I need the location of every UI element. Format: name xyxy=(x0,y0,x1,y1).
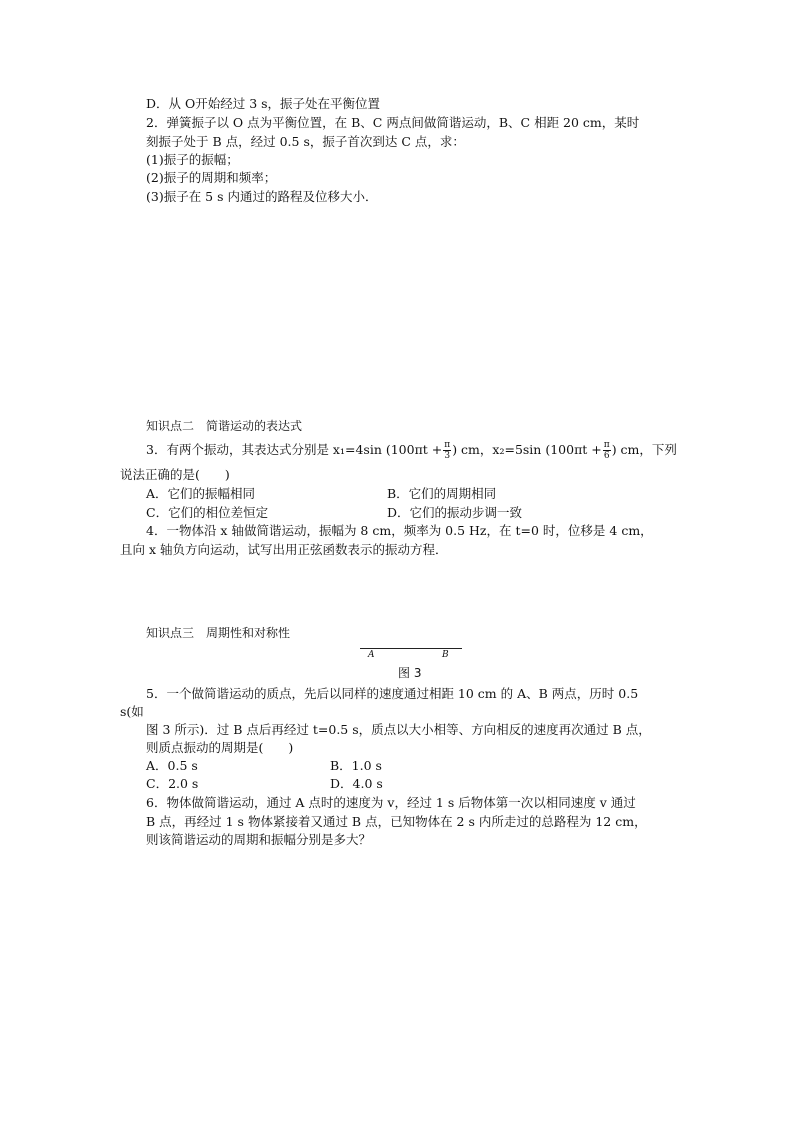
question-4-line-2: 且向 x 轴负方向运动，试写出用正弦函数表示的振动方程． xyxy=(120,542,448,557)
question-6-line-3: 则该简谐运动的周期和振幅分别是多大？ xyxy=(146,832,372,847)
q3-fraction-2-den: 6 xyxy=(603,451,610,461)
q5-option-d: D．4.0 s xyxy=(330,776,383,791)
question-6-line-2: B 点，再经过 1 s 物体紧接着又通过 B 点，已知物体在 2 s 内所走过的总路程为 12 cm， xyxy=(146,814,647,829)
q3-option-d: D．它们的振动步调一致 xyxy=(387,505,523,520)
question-3-line-1 xyxy=(146,438,677,462)
q3-fraction-1 xyxy=(443,440,451,461)
section-2-heading: 知识点二 简谐运动的表达式 xyxy=(146,419,303,433)
question-2-line-2: 刻振子处于 B 点，经过 0.5 s，振子首次到达 C 点，求： xyxy=(146,134,465,149)
q3-option-c: C．它们的相位差恒定 xyxy=(146,505,269,520)
question-2-sub-2: (2)振子的周期和频率； xyxy=(146,170,277,185)
question-4-line-1: 4．一物体沿 x 轴做简谐运动，振幅为 8 cm，频率为 0.5 Hz，在 t=0 时，位移是 4 cm， xyxy=(146,523,653,538)
figure-3-diagram xyxy=(360,644,464,664)
question-2-line-1: 2．弹簧振子以 O 点为平衡位置，在 B、C 两点间做简谐运动，B、C 相距 20 cm，某时 xyxy=(146,115,640,130)
q5-option-a: A．0.5 s xyxy=(146,758,198,773)
question-5-line-1: 5．一个做简谐运动的质点，先后以同样的速度通过相距 10 cm 的 A、B 两点，历时 0.5 xyxy=(146,686,639,701)
question-5-line-2: s(如 xyxy=(120,704,144,719)
question-3-line-2: 说法正确的是( ) xyxy=(120,467,230,482)
figure-3-caption: 图 3 xyxy=(398,666,422,680)
q3-option-a: A．它们的振幅相同 xyxy=(146,486,256,501)
question-6-line-1: 6．物体做简谐运动，通过 A 点时的速度为 v，经过 1 s 后物体第一次以相同速度 v 通过 xyxy=(146,795,636,810)
question-2-sub-3: (3)振子在 5 s 内通过的路程及位移大小． xyxy=(146,189,378,204)
q3-text-pre: 3．有两个振动，其表达式分别是 x₁=4sin (100πt + xyxy=(146,442,443,457)
option-d-q1: D．从 O开始经过 3 s，振子处在平衡位置 xyxy=(146,96,381,111)
q3-fraction-1-den: 3 xyxy=(444,451,451,461)
section-3-heading: 知识点三 周期性和对称性 xyxy=(146,626,291,640)
q5-option-b: B．1.0 s xyxy=(330,758,382,773)
figure-label-b: B xyxy=(442,650,449,660)
q3-fraction-2 xyxy=(603,440,611,461)
q3-text-post: ) cm，下列 xyxy=(611,442,677,457)
figure-3-line xyxy=(360,648,462,649)
q5-option-c: C．2.0 s xyxy=(146,776,199,791)
q3-fraction-1-num: π xyxy=(444,440,451,450)
figure-label-a: A xyxy=(368,650,375,660)
q3-text-mid: ) cm，x₂=5sin (100πt + xyxy=(452,442,602,457)
q3-fraction-2-num: π xyxy=(603,440,610,450)
question-5-line-4: 则质点振动的周期是( ) xyxy=(146,740,294,755)
q3-option-b: B．它们的周期相同 xyxy=(387,486,497,501)
question-2-sub-1: (1)振子的振幅； xyxy=(146,152,239,167)
question-5-line-3: 图 3 所示)．过 B 点后再经过 t=0.5 s，质点以大小相等、方向相反的速度再次通过 B 点， xyxy=(146,722,651,737)
